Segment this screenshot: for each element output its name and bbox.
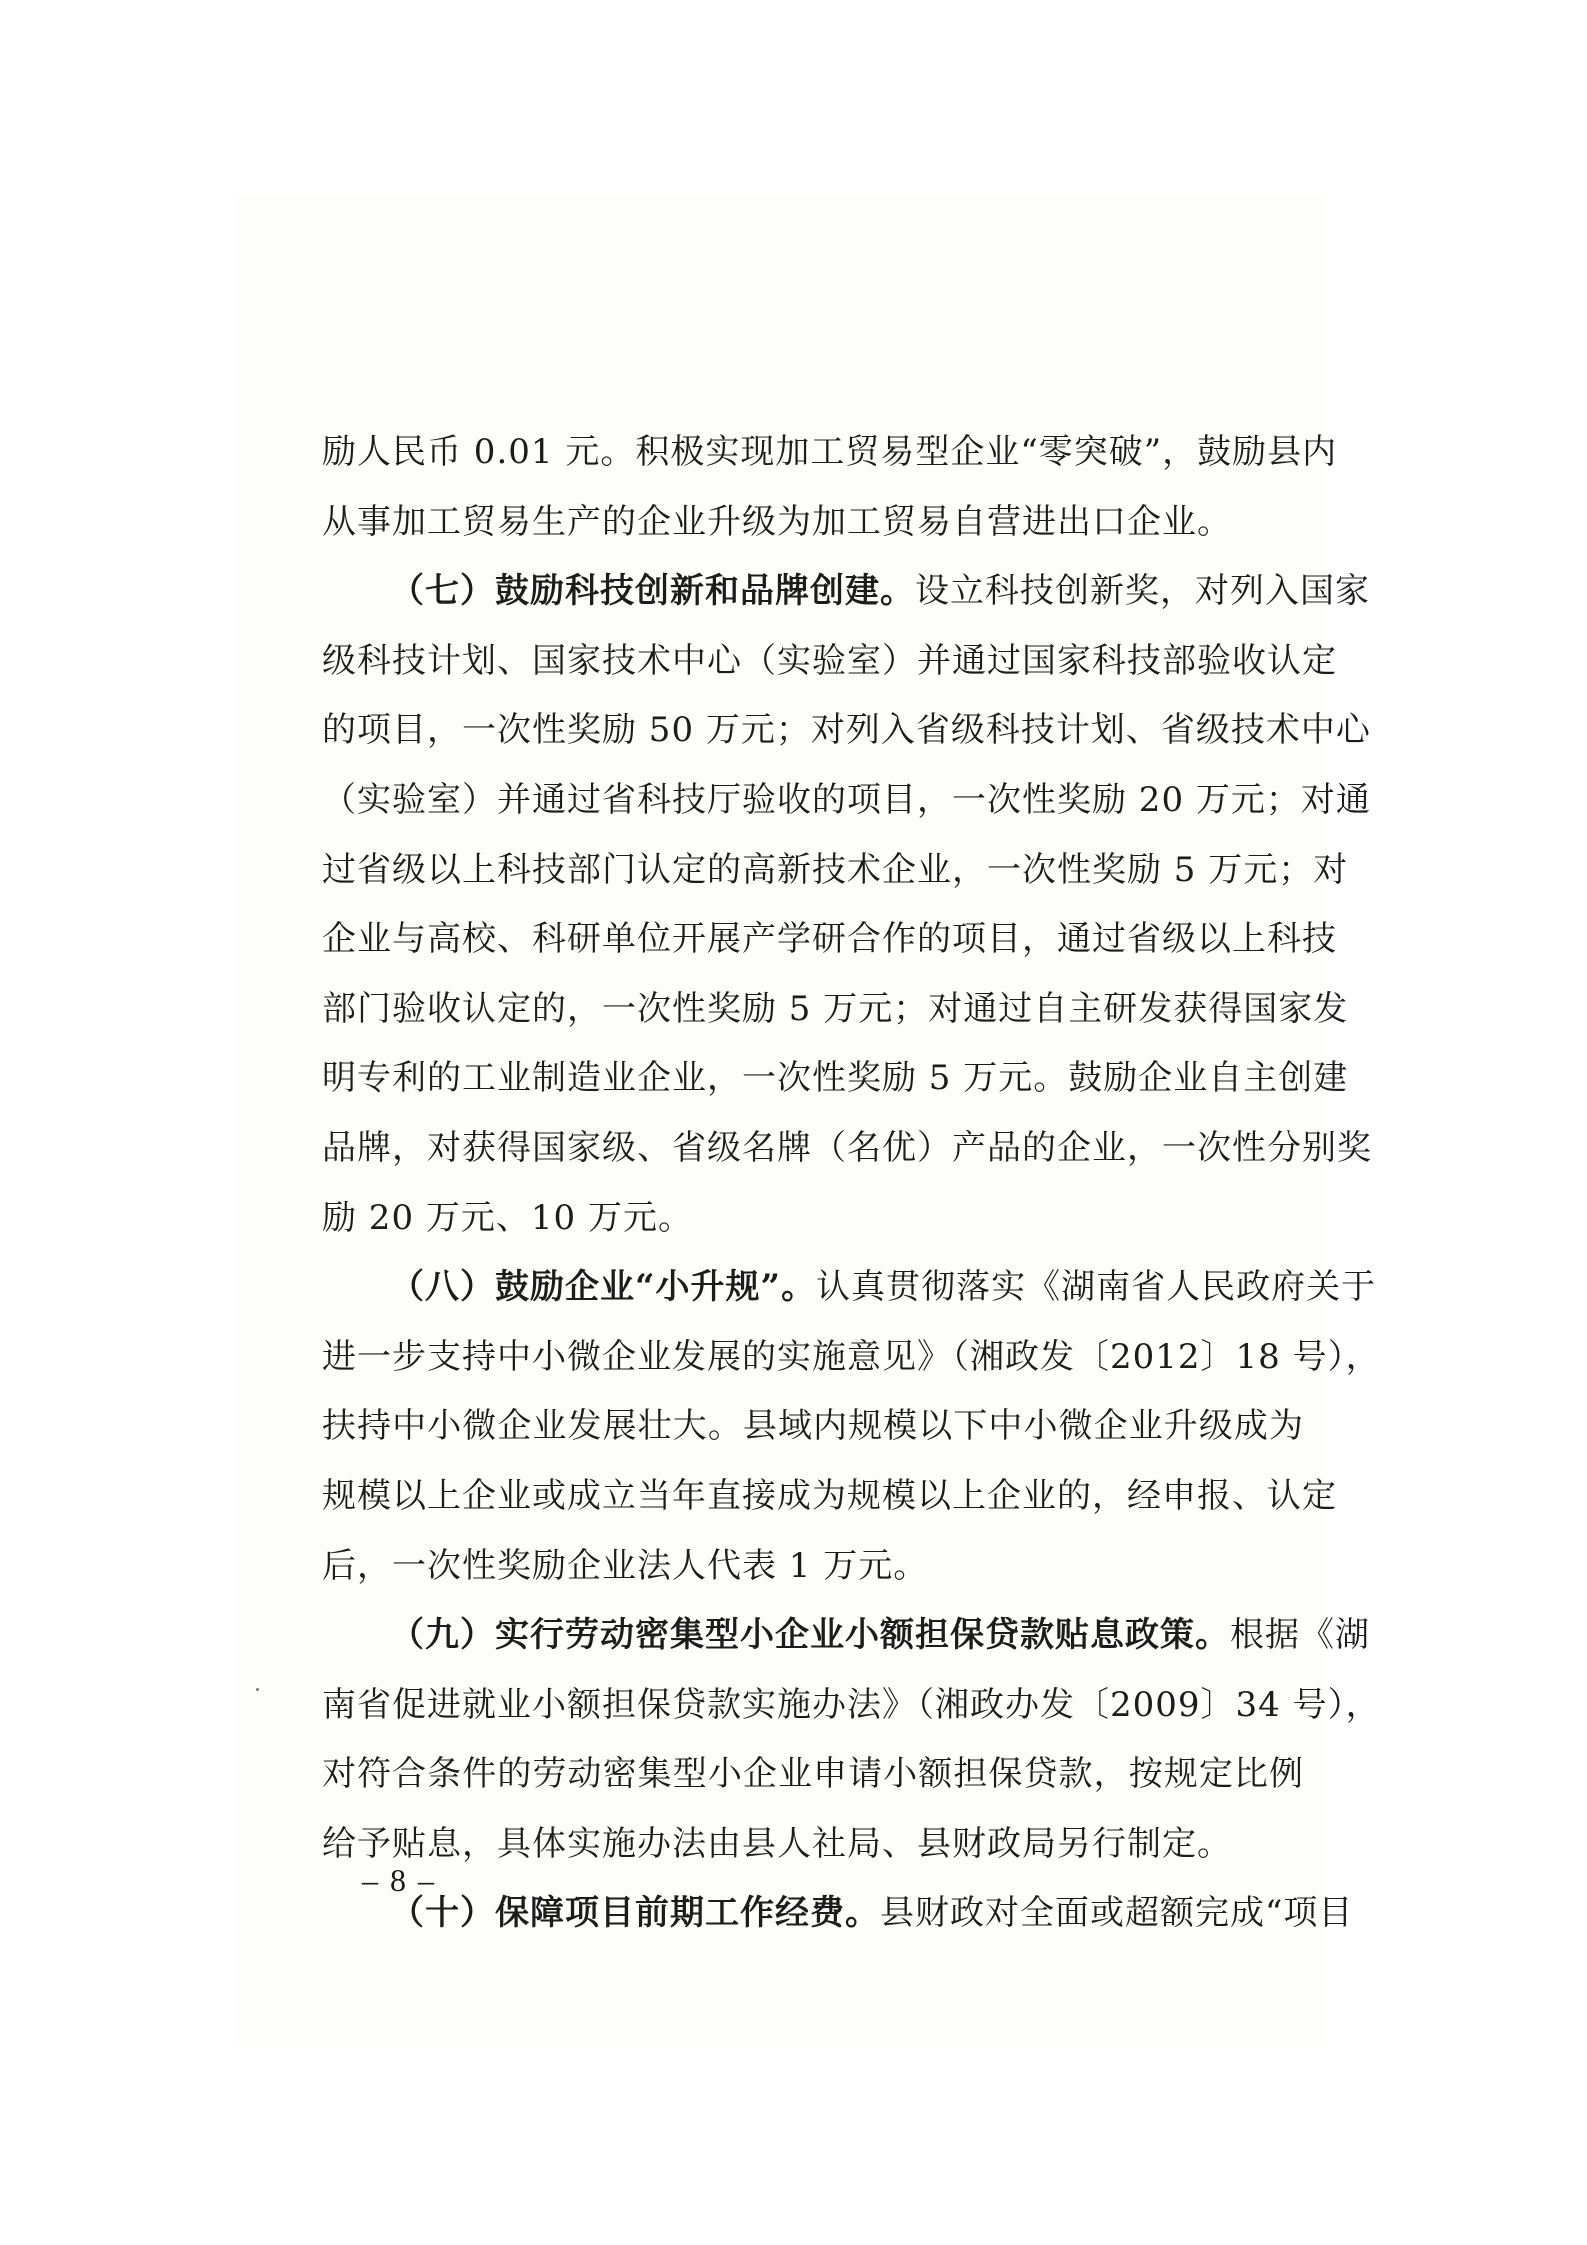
text-line: 扶持中小微企业发展壮大。县域内规模以下中小微企业升级成为 [322, 1406, 1304, 1447]
paragraph-7-text: 设立科技创新奖，对列入国家 [915, 571, 1370, 612]
text-line: 从事加工贸易生产的企业升级为加工贸易自营进出口企业。 [322, 501, 1232, 542]
paragraph-10-first-line [322, 1879, 1354, 1949]
document-body [322, 418, 1381, 1949]
text-line: 明专利的工业制造业企业，一次性奖励 5 万元。鼓励企业自主创建 [322, 1058, 1349, 1099]
text-line: 励人民币 0.01 元。积极实现加工贸易型企业“零突破”，鼓励县内 [322, 432, 1338, 472]
text-line: 品牌，对获得国家级、省级名牌（名优）产品的企业，一次性分别奖 [322, 1127, 1372, 1168]
paragraph-9-first-line [322, 1601, 1370, 1671]
text-line: 进一步支持中小微企业发展的实施意见》（湘政发〔2012〕18 号）， [322, 1336, 1381, 1377]
paragraph-9-text: 根据《湖 [1230, 1615, 1370, 1656]
text-line: 的项目，一次性奖励 50 万元；对列入省级科技计划、省级技术中心 [322, 710, 1371, 751]
text-line: 过省级以上科技部门认定的高新技术企业，一次性奖励 5 万元；对 [322, 849, 1349, 890]
paragraph-7-first-line [322, 557, 1370, 627]
paragraph-8-first-line [322, 1253, 1377, 1323]
paragraph-10-heading: （十）保障项目前期工作经费。 [390, 1893, 880, 1934]
text-line: 部门验收认定的，一次性奖励 5 万元；对通过自主研发获得国家发 [322, 988, 1349, 1029]
text-line: 励 20 万元、10 万元。 [322, 1197, 693, 1238]
text-line: 后，一次性奖励企业法人代表 1 万元。 [322, 1545, 929, 1586]
text-line: 南省促进就业小额担保贷款实施办法》（湘政办发〔2009〕34 号）， [322, 1684, 1381, 1725]
paragraph-7-heading: （七）鼓励科技创新和品牌创建。 [390, 571, 915, 612]
scan-speck [256, 1688, 259, 1691]
text-line: 对符合条件的劳动密集型小企业申请小额担保贷款，按规定比例 [322, 1754, 1304, 1795]
page-number: – 8 – [362, 1862, 436, 1898]
paragraph-8-text: 认真贯彻落实《湖南省人民政府关于 [816, 1267, 1377, 1308]
text-line: 给予贴息，具体实施办法由县人社局、县财政局另行制定。 [322, 1823, 1232, 1864]
paragraph-10-text: 县财政对全面或超额完成“项目 [880, 1893, 1354, 1934]
text-line: 级科技计划、国家技术中心（实验室）并通过国家科技部验收认定 [322, 640, 1337, 681]
paragraph-8-heading: （八）鼓励企业“小升规”。 [390, 1267, 817, 1308]
text-line: （实验室）并通过省科技厅验收的项目，一次性奖励 20 万元；对通 [322, 779, 1371, 820]
text-line: 企业与高校、科研单位开展产学研合作的项目，通过省级以上科技 [322, 919, 1337, 960]
text-line: 规模以上企业或成立当年直接成为规模以上企业的，经申报、认定 [322, 1475, 1337, 1516]
paragraph-9-heading: （九）实行劳动密集型小企业小额担保贷款贴息政策。 [390, 1615, 1230, 1656]
